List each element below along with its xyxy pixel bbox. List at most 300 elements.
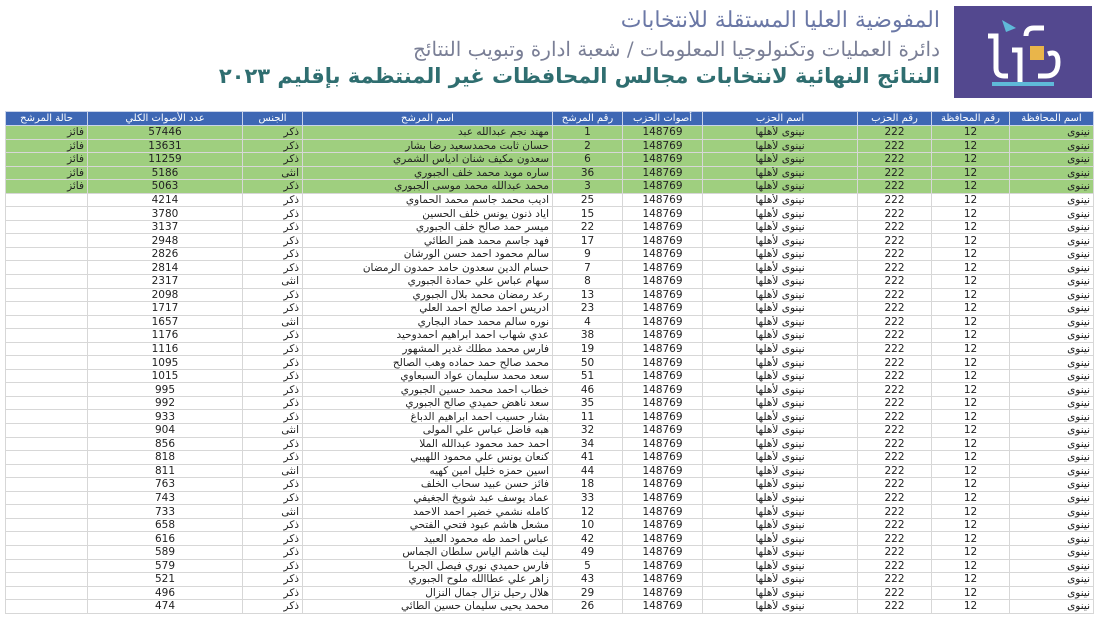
table-row — [6, 424, 1094, 438]
cell-candidate-name: ادريس احمد صالح احمد العلي — [303, 302, 553, 316]
table-row — [6, 234, 1094, 248]
cell-candidate-number: 23 — [553, 302, 623, 316]
cell-candidate-status — [6, 532, 88, 546]
cell-governorate-number: 12 — [932, 193, 1010, 207]
cell-total-votes: 2948 — [88, 234, 243, 248]
cell-gender: ذكر — [243, 478, 303, 492]
cell-party-name: نينوى لأهلها — [703, 342, 858, 356]
cell-governorate: نينوى — [1010, 491, 1094, 505]
cell-candidate-name: كنعان يونس علي محمود اللهيبي — [303, 451, 553, 465]
cell-candidate-status — [6, 383, 88, 397]
cell-governorate: نينوى — [1010, 478, 1094, 492]
cell-governorate: نينوى — [1010, 261, 1094, 275]
cell-gender: انثى — [243, 505, 303, 519]
cell-party-votes: 148769 — [623, 491, 703, 505]
cell-candidate-status — [6, 302, 88, 316]
cell-candidate-number: 42 — [553, 532, 623, 546]
cell-party-name: نينوى لأهلها — [703, 275, 858, 289]
cell-total-votes: 3780 — [88, 207, 243, 221]
cell-candidate-number: 29 — [553, 586, 623, 600]
cell-gender: ذكر — [243, 247, 303, 261]
cell-governorate-number: 12 — [932, 478, 1010, 492]
cell-total-votes: 1176 — [88, 329, 243, 343]
cell-total-votes: 2317 — [88, 275, 243, 289]
cell-candidate-status — [6, 315, 88, 329]
table-row — [6, 437, 1094, 451]
cell-candidate-status — [6, 261, 88, 275]
cell-party-name: نينوى لأهلها — [703, 302, 858, 316]
cell-governorate: نينوى — [1010, 424, 1094, 438]
cell-governorate: نينوى — [1010, 600, 1094, 614]
cell-candidate-name: عدي شهاب احمد ابراهيم احمدوحيد — [303, 329, 553, 343]
cell-party-number: 222 — [858, 424, 932, 438]
cell-governorate-number: 12 — [932, 261, 1010, 275]
header-candidate-number: رقم المرشح — [553, 112, 623, 126]
cell-party-name: نينوى لأهلها — [703, 180, 858, 194]
cell-governorate-number: 12 — [932, 532, 1010, 546]
cell-candidate-status — [6, 600, 88, 614]
table-body — [6, 126, 1094, 614]
cell-candidate-name: خطاب احمد محمد حسين الجبوري — [303, 383, 553, 397]
cell-gender: ذكر — [243, 356, 303, 370]
cell-candidate-name: كامله نشمي خضير احمد الاحمد — [303, 505, 553, 519]
cell-governorate: نينوى — [1010, 383, 1094, 397]
cell-gender: ذكر — [243, 532, 303, 546]
table-row — [6, 126, 1094, 140]
cell-candidate-name: اياد ذنون يونس خلف الحسين — [303, 207, 553, 221]
cell-governorate: نينوى — [1010, 437, 1094, 451]
cell-governorate-number: 12 — [932, 247, 1010, 261]
cell-party-number: 222 — [858, 545, 932, 559]
cell-candidate-name: هلال رحيل نزال جمال النزال — [303, 586, 553, 600]
cell-party-number: 222 — [858, 234, 932, 248]
cell-candidate-status — [6, 559, 88, 573]
cell-party-number: 222 — [858, 464, 932, 478]
cell-party-votes: 148769 — [623, 424, 703, 438]
cell-governorate-number: 12 — [932, 356, 1010, 370]
results-title: النتائج النهائية لانتخابات مجالس المحافظات غير المنتظمة بإقليم ٢٠٢٣ — [218, 64, 940, 88]
cell-party-name: نينوى لأهلها — [703, 288, 858, 302]
cell-candidate-name: سهام عباس علي حمادة الجبوري — [303, 275, 553, 289]
cell-candidate-status — [6, 329, 88, 343]
cell-candidate-status: فائز — [6, 139, 88, 153]
cell-governorate: نينوى — [1010, 532, 1094, 546]
cell-total-votes: 2098 — [88, 288, 243, 302]
cell-party-votes: 148769 — [623, 166, 703, 180]
cell-party-number: 222 — [858, 207, 932, 221]
cell-gender: ذكر — [243, 600, 303, 614]
cell-party-number: 222 — [858, 220, 932, 234]
cell-gender: ذكر — [243, 451, 303, 465]
cell-gender: ذكر — [243, 559, 303, 573]
cell-governorate: نينوى — [1010, 396, 1094, 410]
cell-governorate: نينوى — [1010, 451, 1094, 465]
cell-gender: انثى — [243, 315, 303, 329]
cell-party-number: 222 — [858, 356, 932, 370]
cell-total-votes: 811 — [88, 464, 243, 478]
cell-governorate-number: 12 — [932, 302, 1010, 316]
cell-candidate-status — [6, 234, 88, 248]
cell-party-number: 222 — [858, 139, 932, 153]
cell-party-name: نينوى لأهلها — [703, 478, 858, 492]
cell-party-number: 222 — [858, 247, 932, 261]
cell-candidate-number: 33 — [553, 491, 623, 505]
cell-governorate: نينوى — [1010, 234, 1094, 248]
cell-total-votes: 4214 — [88, 193, 243, 207]
cell-gender: ذكر — [243, 491, 303, 505]
cell-governorate: نينوى — [1010, 302, 1094, 316]
cell-candidate-name: حسان ثابت محمدسعيد رضا بشار — [303, 139, 553, 153]
cell-total-votes: 589 — [88, 545, 243, 559]
cell-candidate-status — [6, 424, 88, 438]
department-title: دائرة العمليات وتكنولوجيا المعلومات / شعبة ادارة وتبويب النتائج — [413, 37, 940, 61]
cell-candidate-status — [6, 247, 88, 261]
cell-party-number: 222 — [858, 451, 932, 465]
cell-total-votes: 474 — [88, 600, 243, 614]
cell-total-votes: 856 — [88, 437, 243, 451]
header-total-votes: عدد الأصوات الكلي — [88, 112, 243, 126]
cell-governorate-number: 12 — [932, 126, 1010, 140]
cell-gender: ذكر — [243, 234, 303, 248]
cell-party-votes: 148769 — [623, 302, 703, 316]
cell-gender: ذكر — [243, 193, 303, 207]
table-header-row — [6, 112, 1094, 126]
cell-party-votes: 148769 — [623, 396, 703, 410]
cell-candidate-name: سالم محمود احمد حسن الورشان — [303, 247, 553, 261]
cell-candidate-status — [6, 342, 88, 356]
cell-candidate-status — [6, 437, 88, 451]
cell-gender: ذكر — [243, 383, 303, 397]
cell-party-votes: 148769 — [623, 207, 703, 221]
cell-candidate-name: بشار حسيب احمد ابراهيم الدباغ — [303, 410, 553, 424]
cell-total-votes: 995 — [88, 383, 243, 397]
cell-governorate-number: 12 — [932, 573, 1010, 587]
cell-governorate-number: 12 — [932, 275, 1010, 289]
cell-candidate-status — [6, 478, 88, 492]
cell-candidate-number: 17 — [553, 234, 623, 248]
header-governorate-number: رقم المحافظة — [932, 112, 1010, 126]
header-party-number: رقم الحزب — [858, 112, 932, 126]
cell-candidate-name: سعد ناهض حميدي صالح الجبوري — [303, 396, 553, 410]
cell-party-name: نينوى لأهلها — [703, 247, 858, 261]
table-row — [6, 559, 1094, 573]
cell-total-votes: 57446 — [88, 126, 243, 140]
cell-party-number: 222 — [858, 166, 932, 180]
cell-gender: انثى — [243, 166, 303, 180]
cell-gender: ذكر — [243, 518, 303, 532]
cell-gender: انثى — [243, 464, 303, 478]
cell-party-name: نينوى لأهلها — [703, 451, 858, 465]
cell-total-votes: 904 — [88, 424, 243, 438]
cell-candidate-name: ليث هاشم الياس سلطان الجماس — [303, 545, 553, 559]
cell-candidate-status: فائز — [6, 126, 88, 140]
cell-gender: ذكر — [243, 180, 303, 194]
table-row — [6, 356, 1094, 370]
cell-party-number: 222 — [858, 342, 932, 356]
cell-total-votes: 2826 — [88, 247, 243, 261]
cell-party-number: 222 — [858, 302, 932, 316]
cell-governorate: نينوى — [1010, 166, 1094, 180]
cell-governorate-number: 12 — [932, 369, 1010, 383]
cell-party-votes: 148769 — [623, 464, 703, 478]
cell-party-name: نينوى لأهلها — [703, 315, 858, 329]
cell-candidate-name: نوره سالم محمد حماد البجاري — [303, 315, 553, 329]
cell-candidate-number: 10 — [553, 518, 623, 532]
cell-gender: ذكر — [243, 573, 303, 587]
cell-governorate: نينوى — [1010, 369, 1094, 383]
cell-candidate-name: عماد يوسف عبد شويخ الجغيفي — [303, 491, 553, 505]
cell-candidate-name: محمد صالح حمد حماده وهب الصالح — [303, 356, 553, 370]
cell-candidate-number: 34 — [553, 437, 623, 451]
cell-total-votes: 521 — [88, 573, 243, 587]
table-row — [6, 505, 1094, 519]
cell-total-votes: 579 — [88, 559, 243, 573]
cell-party-number: 222 — [858, 383, 932, 397]
cell-party-votes: 148769 — [623, 505, 703, 519]
cell-governorate: نينوى — [1010, 356, 1094, 370]
cell-candidate-name: فارس محمد مطلك غدير المشهور — [303, 342, 553, 356]
table-row — [6, 180, 1094, 194]
table-row — [6, 329, 1094, 343]
header-candidate-status: حالة المرشح — [6, 112, 88, 126]
cell-party-number: 222 — [858, 600, 932, 614]
cell-party-number: 222 — [858, 559, 932, 573]
table-row — [6, 396, 1094, 410]
cell-candidate-name: ميسر حمد صالح خلف الجبوري — [303, 220, 553, 234]
cell-gender: ذكر — [243, 126, 303, 140]
cell-total-votes: 658 — [88, 518, 243, 532]
cell-gender: انثى — [243, 275, 303, 289]
cell-candidate-name: هبه فاضل عباس علي المولى — [303, 424, 553, 438]
table-row — [6, 491, 1094, 505]
cell-party-votes: 148769 — [623, 288, 703, 302]
cell-total-votes: 11259 — [88, 153, 243, 167]
cell-party-votes: 148769 — [623, 329, 703, 343]
table-row — [6, 247, 1094, 261]
cell-governorate-number: 12 — [932, 207, 1010, 221]
header-gender: الجنس — [243, 112, 303, 126]
table-row — [6, 166, 1094, 180]
cell-total-votes: 763 — [88, 478, 243, 492]
cell-party-votes: 148769 — [623, 532, 703, 546]
cell-party-number: 222 — [858, 288, 932, 302]
cell-governorate: نينوى — [1010, 193, 1094, 207]
table-row — [6, 302, 1094, 316]
header-party-name: اسم الحزب — [703, 112, 858, 126]
cell-party-number: 222 — [858, 315, 932, 329]
cell-party-votes: 148769 — [623, 410, 703, 424]
cell-party-name: نينوى لأهلها — [703, 207, 858, 221]
cell-party-votes: 148769 — [623, 126, 703, 140]
cell-party-votes: 148769 — [623, 315, 703, 329]
cell-total-votes: 992 — [88, 396, 243, 410]
cell-candidate-number: 25 — [553, 193, 623, 207]
table-row — [6, 288, 1094, 302]
cell-candidate-number: 19 — [553, 342, 623, 356]
table-row — [6, 573, 1094, 587]
cell-gender: ذكر — [243, 586, 303, 600]
table-row — [6, 545, 1094, 559]
cell-candidate-number: 18 — [553, 478, 623, 492]
cell-gender: انثى — [243, 424, 303, 438]
cell-total-votes: 13631 — [88, 139, 243, 153]
cell-party-name: نينوى لأهلها — [703, 586, 858, 600]
cell-candidate-name: مهند نجم عبدالله عبد — [303, 126, 553, 140]
table-row — [6, 410, 1094, 424]
cell-party-votes: 148769 — [623, 586, 703, 600]
cell-candidate-status — [6, 207, 88, 221]
cell-candidate-status — [6, 275, 88, 289]
cell-governorate-number: 12 — [932, 153, 1010, 167]
cell-party-name: نينوى لأهلها — [703, 573, 858, 587]
cell-total-votes: 1095 — [88, 356, 243, 370]
cell-candidate-status: فائز — [6, 153, 88, 167]
cell-candidate-name: فائز حسن عبيد سحاب الخلف — [303, 478, 553, 492]
cell-candidate-number: 2 — [553, 139, 623, 153]
cell-candidate-status: فائز — [6, 166, 88, 180]
cell-total-votes: 743 — [88, 491, 243, 505]
table-row — [6, 464, 1094, 478]
cell-candidate-number: 49 — [553, 545, 623, 559]
cell-gender: ذكر — [243, 220, 303, 234]
cell-party-number: 222 — [858, 193, 932, 207]
cell-party-name: نينوى لأهلها — [703, 383, 858, 397]
cell-party-number: 222 — [858, 491, 932, 505]
cell-candidate-number: 7 — [553, 261, 623, 275]
cell-candidate-status — [6, 464, 88, 478]
cell-gender: ذكر — [243, 396, 303, 410]
cell-governorate: نينوى — [1010, 247, 1094, 261]
cell-party-name: نينوى لأهلها — [703, 437, 858, 451]
cell-governorate: نينوى — [1010, 518, 1094, 532]
cell-candidate-status — [6, 586, 88, 600]
cell-governorate-number: 12 — [932, 586, 1010, 600]
table-row — [6, 315, 1094, 329]
cell-party-votes: 148769 — [623, 369, 703, 383]
cell-candidate-status — [6, 356, 88, 370]
table-row — [6, 275, 1094, 289]
cell-candidate-number: 43 — [553, 573, 623, 587]
cell-candidate-number: 51 — [553, 369, 623, 383]
cell-gender: ذكر — [243, 288, 303, 302]
cell-candidate-number: 50 — [553, 356, 623, 370]
cell-gender: ذكر — [243, 545, 303, 559]
cell-governorate: نينوى — [1010, 126, 1094, 140]
cell-candidate-number: 41 — [553, 451, 623, 465]
cell-candidate-name: سعدون مكيف شنان ادياس الشمري — [303, 153, 553, 167]
cell-candidate-number: 4 — [553, 315, 623, 329]
cell-candidate-status — [6, 410, 88, 424]
cell-governorate-number: 12 — [932, 329, 1010, 343]
cell-governorate-number: 12 — [932, 288, 1010, 302]
results-table — [5, 111, 1094, 614]
cell-party-name: نينوى لأهلها — [703, 166, 858, 180]
cell-party-name: نينوى لأهلها — [703, 518, 858, 532]
cell-total-votes: 933 — [88, 410, 243, 424]
cell-party-votes: 148769 — [623, 180, 703, 194]
cell-party-number: 222 — [858, 518, 932, 532]
cell-governorate: نينوى — [1010, 315, 1094, 329]
cell-candidate-status — [6, 288, 88, 302]
cell-party-votes: 148769 — [623, 261, 703, 275]
cell-candidate-status — [6, 396, 88, 410]
cell-candidate-name: فهد جاسم محمد همز الطائي — [303, 234, 553, 248]
table-row — [6, 532, 1094, 546]
cell-total-votes: 616 — [88, 532, 243, 546]
cell-governorate: نينوى — [1010, 288, 1094, 302]
commission-title: المفوضية العليا المستقلة للانتخابات — [620, 8, 940, 33]
cell-governorate: نينوى — [1010, 329, 1094, 343]
cell-party-votes: 148769 — [623, 478, 703, 492]
cell-party-votes: 148769 — [623, 220, 703, 234]
cell-governorate-number: 12 — [932, 139, 1010, 153]
cell-governorate: نينوى — [1010, 573, 1094, 587]
cell-candidate-number: 22 — [553, 220, 623, 234]
cell-party-name: نينوى لأهلها — [703, 126, 858, 140]
cell-candidate-name: فارس حميدي نوري فيصل الجربا — [303, 559, 553, 573]
cell-governorate-number: 12 — [932, 451, 1010, 465]
cell-candidate-name: احمد حمد محمود عبدالله الملا — [303, 437, 553, 451]
cell-candidate-name: ساره مويد محمد خلف الجبوري — [303, 166, 553, 180]
cell-candidate-number: 15 — [553, 207, 623, 221]
cell-candidate-status — [6, 545, 88, 559]
cell-governorate: نينوى — [1010, 180, 1094, 194]
cell-party-name: نينوى لأهلها — [703, 505, 858, 519]
cell-party-number: 222 — [858, 532, 932, 546]
cell-party-number: 222 — [858, 505, 932, 519]
cell-party-name: نينوى لأهلها — [703, 491, 858, 505]
cell-candidate-number: 32 — [553, 424, 623, 438]
cell-party-number: 222 — [858, 329, 932, 343]
cell-party-number: 222 — [858, 478, 932, 492]
cell-candidate-status — [6, 193, 88, 207]
cell-governorate: نينوى — [1010, 410, 1094, 424]
cell-gender: ذكر — [243, 261, 303, 275]
cell-candidate-name: مشعل هاشم عبود فتحي الفتحي — [303, 518, 553, 532]
cell-candidate-number: 26 — [553, 600, 623, 614]
cell-party-name: نينوى لأهلها — [703, 532, 858, 546]
cell-total-votes: 1657 — [88, 315, 243, 329]
cell-candidate-status — [6, 491, 88, 505]
cell-party-name: نينوى لأهلها — [703, 396, 858, 410]
cell-governorate: نينوى — [1010, 139, 1094, 153]
cell-governorate: نينوى — [1010, 505, 1094, 519]
cell-party-name: نينوى لأهلها — [703, 329, 858, 343]
cell-party-votes: 148769 — [623, 193, 703, 207]
cell-governorate-number: 12 — [932, 342, 1010, 356]
cell-governorate-number: 12 — [932, 410, 1010, 424]
cell-total-votes: 496 — [88, 586, 243, 600]
cell-governorate-number: 12 — [932, 220, 1010, 234]
cell-governorate: نينوى — [1010, 153, 1094, 167]
cell-candidate-number: 12 — [553, 505, 623, 519]
cell-governorate-number: 12 — [932, 518, 1010, 532]
cell-party-votes: 148769 — [623, 600, 703, 614]
cell-party-name: نينوى لأهلها — [703, 139, 858, 153]
cell-candidate-name: سعد محمد سليمان عواد السبعاوي — [303, 369, 553, 383]
cell-governorate-number: 12 — [932, 464, 1010, 478]
cell-candidate-status — [6, 451, 88, 465]
cell-party-votes: 148769 — [623, 342, 703, 356]
cell-party-number: 222 — [858, 396, 932, 410]
cell-party-number: 222 — [858, 586, 932, 600]
cell-party-votes: 148769 — [623, 153, 703, 167]
cell-candidate-status — [6, 220, 88, 234]
document-header — [0, 0, 1100, 104]
cell-candidate-number: 3 — [553, 180, 623, 194]
cell-total-votes: 3137 — [88, 220, 243, 234]
cell-governorate: نينوى — [1010, 275, 1094, 289]
